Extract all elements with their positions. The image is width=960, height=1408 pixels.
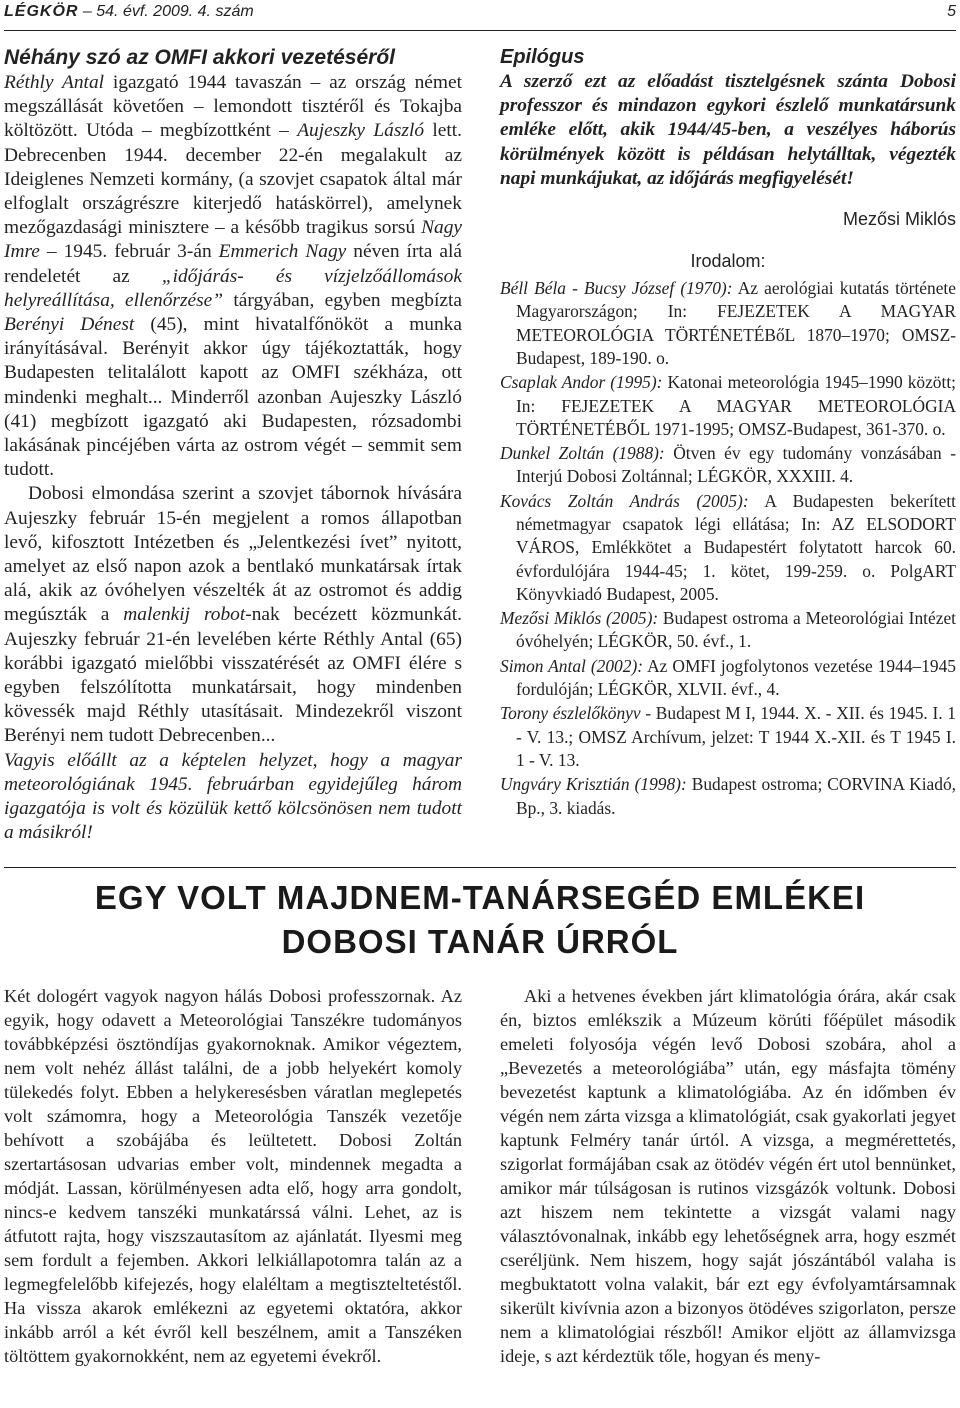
text-run: Emmerich Nagy [218, 241, 347, 263]
text-run: tárgyában, egyben megbízta [223, 289, 462, 311]
text-run: igazgató 1944 tavaszán – az ország német megszállását követően – lemondott tisztéről és Tokajba költözött. Utóda – megbízottként – [4, 72, 462, 142]
section-title: Néhány szó az OMFI akkori vezetéséről [4, 46, 395, 69]
reference-item [500, 442, 956, 489]
reference-author: Csaplak Andor (1995): [500, 372, 663, 393]
reference-author: Dunkel Zoltán (1988): [500, 443, 665, 464]
text-run: malenkij robot [123, 604, 246, 626]
author-name: Mezősi Miklós [842, 209, 956, 230]
text-run: Berényi Dénest [4, 314, 135, 336]
text-run: lett. Debrecenben 1944. december 22-én megalakult az Ideiglenes Nemzeti kormány, (a szovjet csapatok által már elfoglalt országrészre kiterjedő hatáskörrel), amelynek mezőgazdasági minisztere – a később tragikus sorsú [4, 120, 463, 239]
reference-item [500, 371, 956, 441]
paragraph-3-text: Vagyis előállt az a képtelen helyzet, hogy a magyar meteorológiának 1945. februárban egyidejűleg három igazgatója is volt és közülük kettő kölcsönösen nem tudott a másikról! [4, 749, 462, 844]
text-run: Dobosi elmondása szerint a szovjet tábornok hívására Aujeszky február 15-én megjelent a romos állapotban levő, kifosztott Intézetben és „Jelentkezési ívet” nyitott, amelyet az első napon azok a bentlakó munkatársak írtak alá, akik az óvóhelyen vészelték át az ostromot és addig megúszták a [4, 483, 462, 626]
references-list [500, 277, 956, 820]
reference-item [500, 773, 956, 820]
reference-text: A Budapesten bekerített németmagyar csapatok légi ellátása; In: AZ ELSODORT VÁROS, Emlékkötet a Budapestért folytatott harcok 60. évfordulójára 1944-45; 1. kötet, 199-259. o. PolgART Könyvkiadó Budapest, 2005. [516, 490, 957, 604]
reference-text: Az aerológiai kutatás története Magyarországon; In: FEJEZETEK A MAGYAR METEOROLÓGIA TÖRTÉNETÉBőL 1870–1970; OMSZ-Budapest, 189-190. o. [516, 278, 956, 368]
reference-author: Torony észlelőkönyv [500, 703, 641, 724]
paragraph-3 [4, 749, 462, 846]
issue-info: – 54. évf. 2009. 4. szám [82, 3, 254, 20]
text-run: néven írta alá rendeletét az [4, 241, 462, 287]
reference-author: Simon Antal (2002): [500, 655, 644, 676]
text-run: Réthly Antal [4, 72, 105, 93]
text-run: -nak becézett közmunkát. Aujeszky február 21-én levelében kérte Réthly Antal (65) korábbi igazgató mielőbbi visszatérését az OMFI élére s egyben felszólította munkatársait, hogy mindenben kövessék majd Réthly utasításait. Mindezekről viszont Berényi nem tudott Debrecenben... [4, 604, 462, 747]
reference-item [500, 702, 956, 772]
article-left-text: Két dologért vagyok nagyon hálás Dobosi professzornak. Az egyik, hogy odavett a Meteorológiai Tanszékre tudományos továbbképzési ösztöndíjas gyakornoknak. Amikor végeztem, nem volt nehéz állást találni, de a jobb helyekért komoly tülekedés folyt. Ebben a helykeresésben váratlan meglepetés volt számomra, hogy a Meteorológia Tanszék vezetője behívott a szobájába és leültetett. Dobosi Zoltán szertartásosan udvarias ember volt, mindennek megadta a módját. Lassan, körülményesen adta elő, hogy arra gondolt, nincs-e kedvem tanszéki munkatárssá válni. Lehet, az is átfutott rajta, hogy viszszautasítom az ajánlatát. Ilyesmi meg sem fordult a fejemben. Akkori lelkiállapotomra talán az a legmegfelelőbb kifejezés, hogy elaléltam a megtiszteltetéstől. Ha vissza akarok emlékezni az egyetemi oktatóra, akkor inkább arról a két évről kell beszélnem, amit a Tanszéken töltöttem gyakornokként, nem az egyetemi évekről. [4, 986, 462, 1366]
reference-author: Béll Béla - Bucsy József (1970): [500, 278, 733, 299]
reference-author: Mezősi Miklós (2005): [500, 608, 659, 629]
reference-item [500, 490, 956, 606]
section-divider [4, 867, 956, 868]
reference-text: Budapest ostroma a Meteorológiai Intézet óvóhelyén; LÉGKÖR, 50. évf., 1. [516, 608, 956, 652]
running-header [4, 0, 956, 31]
reference-text: Budapest ostroma; CORVINA Kiadó, Bp., 3. kiadás. [516, 774, 956, 818]
text-run: Nagy Imre [4, 217, 462, 263]
text-run: (45), mint hivatalfőnököt a munka irányításával. Berényit akkor úgy tájékoztatták, hogy Budapesten telitalálott kapott az OMFI székháza, ott mindenki meghalt... Minderről azonban Aujeszky László (41) megbízott igazgató aki Budapesten, rózsadombi lakásának pincéjében várta az ostrom végét – semmit sem tudott. [4, 314, 462, 481]
reference-item [500, 607, 956, 654]
paragraph-2 [4, 482, 462, 748]
reference-text: Katonai meteorológia 1945–1990 között; In: FEJEZETEK A MAGYAR METEOROLÓGIA TÖRTÉNETÉBŐL 1971-1995; OMSZ-Budapest, 361-370. o. [516, 372, 956, 439]
article-title [0, 876, 960, 964]
article-right-text: Aki a hetvenes években járt klimatológia órára, akár csak én, biztos emlékszik a Múzeum körúti főépület második emeleti folyosója végén levő Dobosi szobára, ahol a „Bevezetés a meteorológiába” után, egy másfajta tömény bevezetést kaptunk a klimatológiába. Az én időmben év végén nem zárta vizsga a klimatológiát, csak gyakorlati jegyet kaptunk Felméry tanár úrtól. A vizsga, a megmérettetés, szigorlat formájában csak az ötödév végén ért utol bennünket, amikor már túlságosan is rutinos vizsgázók voltunk. Dobosi azt hiszem nem tekintette a vizsgát valami nagy választóvonalnak, inkább egy lehetőségnek arra, hogy eszmét cseréljünk. Nem hiszem, hogy saját jószántából valaha is megbuktatott volna valakit, bár ezt egy évfolyamtársamnak sikerült kivívnia azon a bizonyos ötödéves szigorlaton, persze nem a klimatológiai részből! Amikor eljött az államvizsga ideje, s azt kérdeztük tőle, hogyan és meny- [500, 986, 956, 1366]
article-title-line-1: EGY VOLT MAJDNEM-TANÁRSEGÉD EMLÉKEI [94, 879, 866, 916]
reference-text: Ötven év egy tudomány vonzásában - Interjú Dobosi Zoltánnal; LÉGKÖR, XXXIII. 4. [516, 443, 957, 487]
header-journal-issue [4, 0, 254, 24]
page-number: 5 [947, 3, 956, 20]
reference-author: Ungváry Krisztián (1998): [500, 774, 687, 795]
left-column-top [4, 44, 462, 846]
paragraph-1 [4, 71, 462, 482]
reference-author: Kovács Zoltán András (2005): [500, 490, 749, 511]
journal-name: LÉGKÖR [4, 3, 79, 20]
references-title: Irodalom: [690, 251, 766, 272]
text-run: Aujeszky László [297, 120, 425, 142]
text-run: – 1945. február 3-án [39, 241, 219, 263]
reference-item [500, 277, 956, 370]
reference-item [500, 655, 956, 702]
reference-text: Az OMFI jogfolytonos vezetése 1944–1945 fordulóján; LÉGKÖR, XLVII. évf., 4. [516, 655, 956, 700]
reference-text: - Budapest M I, 1944. X. - XII. és 1945. I. 1 - V. 13.; OMSZ Archívum, jelzet: T 1944 X.-XII. és T 1945 I. 1 - V. 13. [516, 703, 956, 770]
text-run: „időjárás- és vízjelzőállomások helyreállítása, ellenőrzése” [4, 265, 462, 311]
epilogue-title: Epilógus [500, 46, 585, 68]
right-column-bottom [500, 984, 956, 1368]
epilogue-text: A szerző ezt az előadást tisztelgésnek szánta Dobosi professzor és mindazon egykori észlelő munkatársunk emléke előtt, akik 1944/45-ben, a veszélyes háborús körülmények között is példásan helytálltak, végezték napi munkájukat, az időjárás megfigyelését! [500, 71, 956, 189]
left-column-bottom [4, 984, 462, 1368]
right-column-top [500, 44, 956, 821]
article-title-line-2: DOBOSI TANÁR ÚRRÓL [281, 923, 679, 960]
